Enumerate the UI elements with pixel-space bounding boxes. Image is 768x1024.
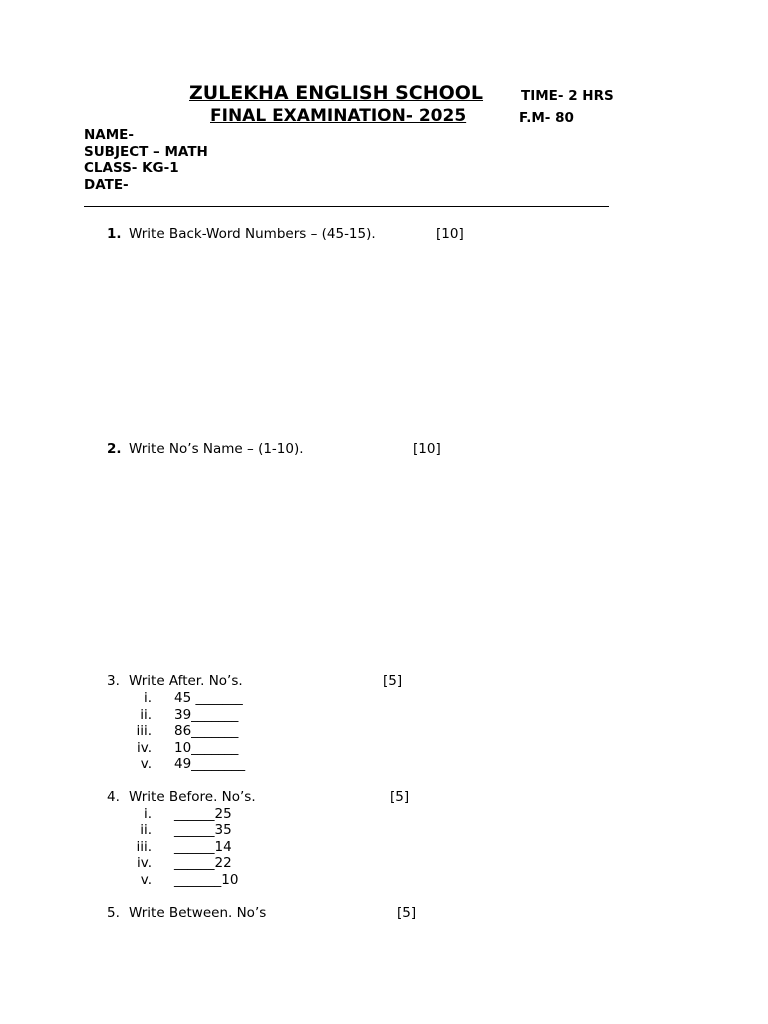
answer-blank: ______14	[174, 839, 232, 855]
answer-blank: 49________	[174, 756, 246, 772]
question-text: Write After. No’s.	[129, 673, 243, 689]
question-text: Write Back-Word Numbers – (45-15).	[129, 226, 376, 242]
question-text: Write No’s Name – (1-10).	[129, 441, 304, 457]
question-marks: [5]	[383, 673, 403, 689]
date-label: DATE-	[84, 177, 129, 193]
item-numeral: iii.	[136, 723, 152, 739]
full-marks: F.M- 80	[519, 110, 574, 126]
answer-blank: _______10	[174, 872, 239, 888]
header-divider	[84, 206, 609, 207]
item-numeral: i.	[143, 806, 152, 822]
answer-blank: 45 _______	[174, 690, 243, 706]
item-numeral: ii.	[140, 822, 152, 838]
question-marks: [10]	[413, 441, 441, 457]
class-label: CLASS- KG-1	[84, 160, 179, 176]
answer-blank: 86_______	[174, 723, 239, 739]
item-numeral: v.	[140, 756, 152, 772]
item-numeral: v.	[140, 872, 152, 888]
answer-blank: ______35	[174, 822, 232, 838]
question-marks: [5]	[397, 905, 417, 921]
question-marks: [5]	[390, 789, 410, 805]
item-numeral: iii.	[136, 839, 152, 855]
item-numeral: iv.	[137, 740, 152, 756]
school-name: ZULEKHA ENGLISH SCHOOL	[189, 82, 484, 104]
question-number: 4.	[107, 789, 120, 805]
question-number: 5.	[107, 905, 120, 921]
item-numeral: ii.	[140, 707, 152, 723]
answer-blank: ______22	[174, 855, 232, 871]
answer-blank: 10_______	[174, 740, 239, 756]
question-text: Write Between. No’s	[129, 905, 267, 921]
name-label: NAME-	[84, 127, 135, 143]
item-numeral: iv.	[137, 855, 152, 871]
question-marks: [10]	[436, 226, 464, 242]
question-number: 3.	[107, 673, 120, 689]
subject-label: SUBJECT – MATH	[84, 144, 208, 160]
answer-blank: 39_______	[174, 707, 239, 723]
question-number: 2.	[107, 441, 122, 457]
question-number: 1.	[107, 226, 122, 242]
answer-blank: ______25	[174, 806, 232, 822]
exam-time: TIME- 2 HRS	[521, 88, 614, 104]
item-numeral: i.	[143, 690, 152, 706]
question-text: Write Before. No’s.	[129, 789, 256, 805]
exam-title: FINAL EXAMINATION- 2025	[210, 106, 467, 126]
